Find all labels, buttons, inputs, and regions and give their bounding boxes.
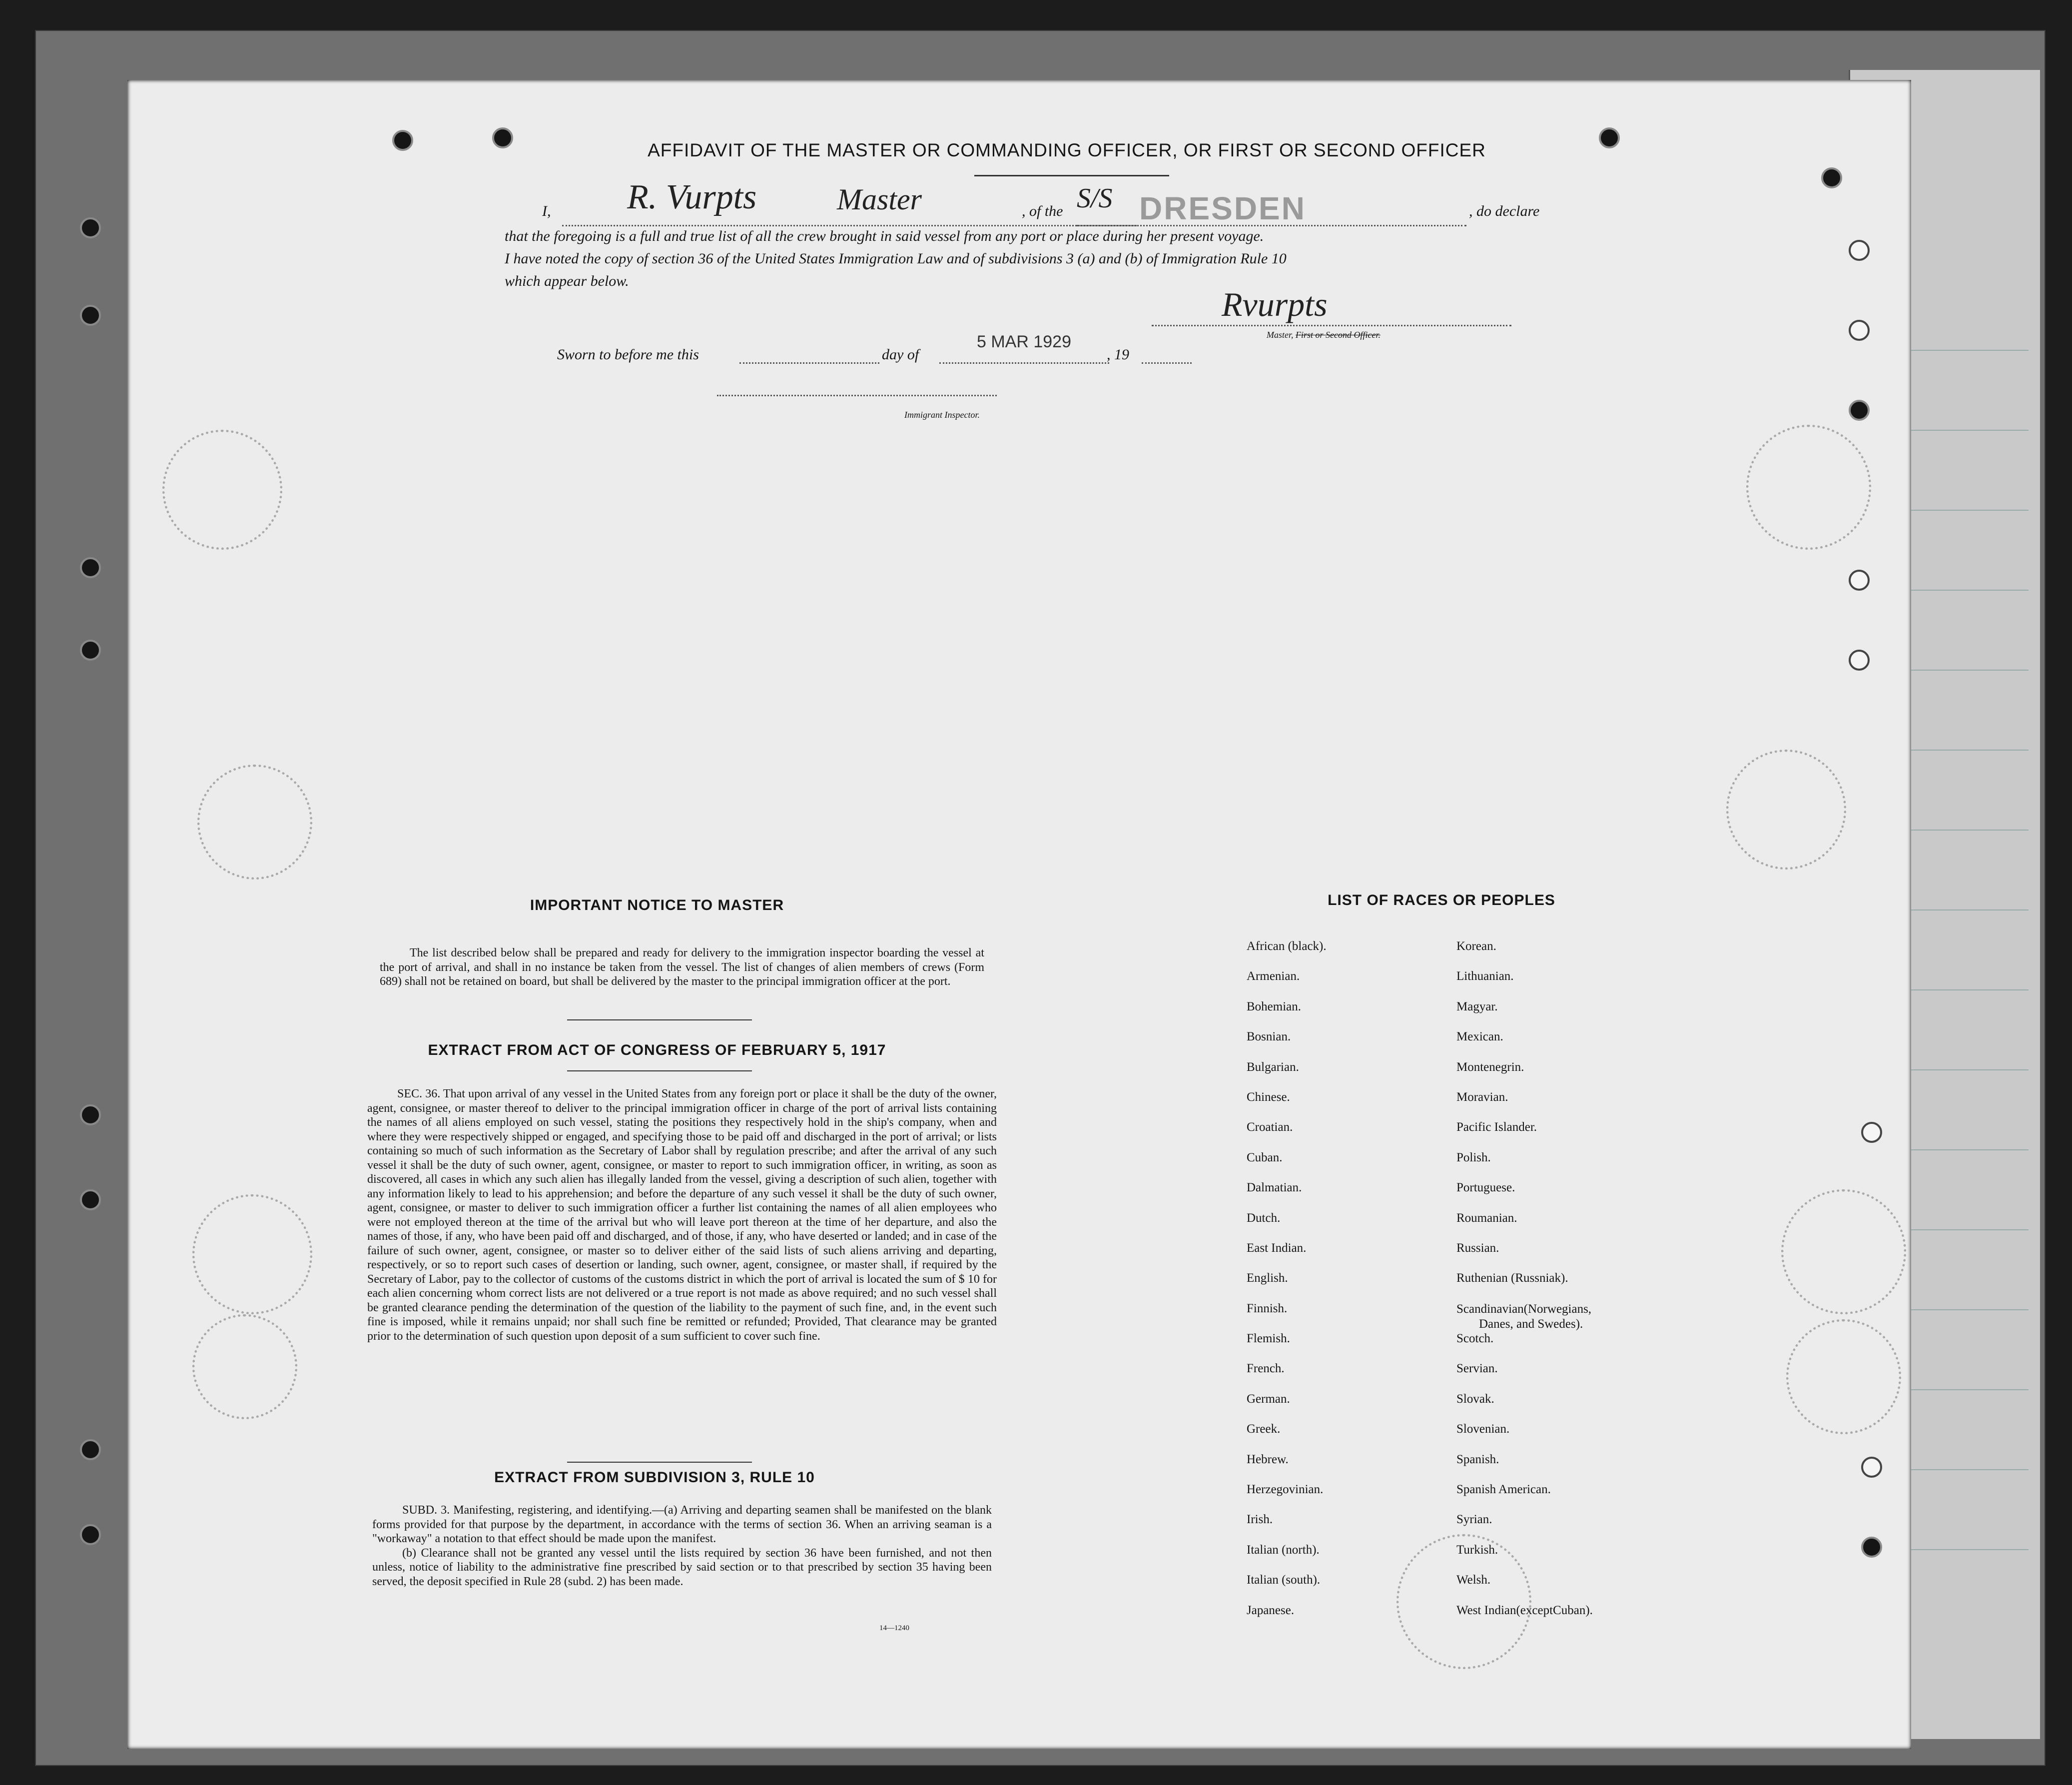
punch-hole-icon [1861, 1537, 1882, 1558]
do-declare-label: , do declare [1469, 203, 1540, 219]
seal-stamp-icon [1726, 750, 1846, 870]
race-item: Montenegrin. [1456, 1060, 1524, 1074]
race-item: West Indian(exceptCuban). [1456, 1603, 1593, 1617]
affidavit-line-2: that the foregoing is a full and true list of all the crew brought in said vessel from any port or place during her present voyage. [505, 228, 1264, 244]
form-number: 14—1240 [879, 1624, 909, 1632]
race-item: African (black). [1247, 939, 1327, 953]
seal-stamp-icon [162, 430, 282, 550]
race-item: Italian (south). [1247, 1573, 1321, 1587]
race-item: French. [1247, 1362, 1285, 1376]
race-item: Korean. [1456, 939, 1496, 953]
vessel-name-stamp: DRESDEN [1139, 190, 1306, 226]
signature-line [1152, 325, 1511, 326]
punch-hole-icon [1861, 1457, 1882, 1478]
year-prefix: , 19 [1107, 346, 1129, 363]
race-item: Russian. [1456, 1241, 1499, 1255]
punch-hole-icon [492, 127, 513, 148]
race-item: Magyar. [1456, 999, 1498, 1013]
punch-hole-icon [1849, 650, 1870, 671]
section-divider [567, 1070, 752, 1071]
race-item: Syrian. [1456, 1513, 1492, 1527]
sworn-day-line [739, 362, 879, 364]
seal-stamp-icon [1746, 425, 1871, 550]
master-name-handwriting: R. Vurpts [627, 178, 757, 216]
binder-hole-icon [80, 640, 101, 661]
race-item-continued: Danes, and Swedes). [1479, 1317, 1583, 1331]
punch-hole-icon [1849, 240, 1870, 261]
inspector-caption: Immigrant Inspector. [904, 410, 980, 420]
seal-stamp-icon [197, 765, 312, 880]
race-item: Mexican. [1456, 1030, 1503, 1044]
title-divider [974, 175, 1169, 176]
race-item: Flemish. [1247, 1332, 1290, 1346]
race-item: Welsh. [1456, 1573, 1491, 1587]
race-item: Spanish. [1456, 1452, 1499, 1466]
race-item: Dutch. [1247, 1211, 1281, 1225]
races-left-column [1247, 939, 1327, 1634]
race-item: Slovak. [1456, 1392, 1494, 1406]
notice-paragraph: The list described below shall be prepared and ready for delivery to the immigration inspector boarding the vessel at the port of arrival, and shall in no instance be taken from the vessel. The list of changes of alien members of crews (Form 689) shall not be retained on board, but shall be delivered by the master to the principal immigration officer at the port. [380, 946, 984, 988]
race-item: Greek. [1247, 1422, 1281, 1436]
section-divider [567, 1462, 752, 1463]
punch-hole-icon [1861, 1122, 1882, 1143]
master-title-handwriting: Master [837, 183, 922, 216]
race-item: Ruthenian (Russniak). [1456, 1271, 1568, 1285]
punch-hole-icon [392, 130, 413, 151]
race-item: Bohemian. [1247, 999, 1302, 1013]
act-extract-heading: EXTRACT FROM ACT OF CONGRESS OF FEBRUARY 5, 1917 [428, 1042, 886, 1058]
master-caption: Master, [1267, 330, 1294, 340]
notice-heading: IMPORTANT NOTICE TO MASTER [530, 897, 784, 913]
binder-hole-icon [80, 305, 101, 326]
race-item: English. [1247, 1271, 1288, 1285]
notice-text [380, 946, 984, 989]
punch-hole-icon [1849, 400, 1870, 421]
race-item: Scandinavian(Norwegians, [1456, 1302, 1592, 1316]
race-item: Polish. [1456, 1150, 1491, 1164]
affidavit-page [127, 80, 1911, 1749]
race-item: Dalmatian. [1247, 1181, 1302, 1195]
year-line [1142, 362, 1192, 364]
race-item: Croatian. [1247, 1120, 1293, 1134]
race-item: Chinese. [1247, 1090, 1290, 1104]
races-heading: LIST OF RACES OR PEOPLES [1328, 892, 1555, 908]
declare-i: I, [542, 203, 551, 219]
vessel-prefix-handwriting: S/S [1077, 183, 1113, 214]
race-item: Bosnian. [1247, 1030, 1291, 1044]
race-item: Slovenian. [1456, 1422, 1510, 1436]
date-stamp: 5 MAR 1929 [977, 332, 1071, 351]
punch-hole-icon [1849, 570, 1870, 591]
binder-hole-icon [80, 1524, 101, 1545]
rule-paragraph-a: SUBD. 3. Manifesting, registering, and identifying.—(a) Arriving and departing seamen shall be manifested on the blank forms provided for that purpose by the department, in accordance with the terms of section 36. When an arriving seaman is a "workaway" a notation to that effect should be made upon the manifest. [372, 1504, 992, 1545]
seal-stamp-icon [192, 1314, 297, 1419]
affidavit-title: AFFIDAVIT OF THE MASTER OR COMMANDING OFFICER, OR FIRST OR SECOND OFFICER [648, 140, 1486, 160]
master-signature: Rvurpts [1222, 285, 1328, 323]
sworn-label: Sworn to before me this [557, 346, 699, 363]
act-paragraph: SEC. 36. That upon arrival of any vessel in the United States from any foreign port or place it shall be the duty of the owner, agent, consignee, or master thereof to deliver to the principal immigration officer in charge of the port of arrival lists containing the names of all aliens employed on such vessel, stating the positions they respectively hold in the ship's company, when and where they were respectively shipped or engaged, and specifying those to be paid off and discharged in the port of arrival; or lists containing so much of such information as the Secretary of Labor shall by regulation prescribe; and after the arrival of any such vessel it shall be the duty of such owner, agent, consignee, or master to report to such immigration officer, in writing, as soon as discovered, all cases in which any such alien has illegally landed from the vessel, giving a description of such alien, together with any information likely to lead to his apprehension; and before the departure of any such vessel it shall be the duty of such owner, agent, consignee, or master to deliver to such immigration officer a further list containing the names of all alien employees who were not employed thereon at the time of the arrival but who will leave port thereon at the time of her departure, and also the names of those, if any, who have been paid off and discharged, and of those, if any, who have deserted or landed; and in case of the failure of such owner, agent, consignee, or master so to deliver either of the said lists of such aliens arriving and departing, respectively, or so to report such cases of desertion or landing, such owner, agent, consignee, or master shall, if required by the Secretary of Labor, pay to the collector of customs of the customs district in which the port of arrival is located the sum of $ 10 for each alien concerning whom correct lists are not delivered or a true report is not made as above required; and no such vessel shall be granted clearance pending the determination of the question of the liability to the payment of such fine, and, in the event such fine is imposed, while it remains unpaid; nor shall such fine be remitted or refunded; Provided, That clearance may be granted prior to the determination of such question upon deposit of a sum sufficient to cover such fine. [367, 1087, 997, 1343]
race-item: Turkish. [1456, 1543, 1498, 1557]
race-item: Herzegovinian. [1247, 1483, 1324, 1497]
punch-hole-icon [1821, 167, 1842, 188]
rule-paragraph-b: (b) Clearance shall not be granted any vessel until the lists required by section 36 have been furnished, and not then unless, notice of liability to the administrative fine prescribed by said section or to that prescribed by section 35 having been served, the deposit specified in Rule 28 (subd. 2) has been made. [372, 1546, 992, 1588]
race-item: Lithuanian. [1456, 969, 1514, 983]
race-item: Hebrew. [1247, 1452, 1289, 1466]
race-item: Cuban. [1247, 1150, 1283, 1164]
binder-hole-icon [80, 1104, 101, 1125]
race-item: Moravian. [1456, 1090, 1508, 1104]
race-item: Pacific Islander. [1456, 1120, 1537, 1134]
race-item: Irish. [1247, 1513, 1273, 1527]
affidavit-line-4: which appear below. [505, 273, 629, 289]
signature-caption [1267, 330, 1381, 340]
race-item: Armenian. [1247, 969, 1300, 983]
race-item-scandinavian [1456, 1302, 1593, 1332]
race-item: Roumanian. [1456, 1211, 1517, 1225]
rule-extract-heading: EXTRACT FROM SUBDIVISION 3, RULE 10 [494, 1469, 815, 1486]
race-item: Portuguese. [1456, 1181, 1515, 1195]
binder-hole-icon [80, 1439, 101, 1460]
race-item: Servian. [1456, 1362, 1498, 1376]
day-of-label: day of [882, 346, 919, 363]
seal-stamp-icon [1781, 1189, 1906, 1314]
races-right-column [1456, 939, 1593, 1634]
race-item: Spanish American. [1456, 1483, 1551, 1497]
race-item: Italian (north). [1247, 1543, 1320, 1557]
seal-stamp-icon [192, 1194, 312, 1314]
struck-officer-caption: First or Second Officer. [1296, 330, 1381, 340]
binder-hole-icon [80, 1189, 101, 1210]
race-item: East Indian. [1247, 1241, 1307, 1255]
binder-hole-icon [80, 217, 101, 238]
inspector-signature-line [717, 395, 997, 396]
binder-hole-icon [80, 557, 101, 578]
race-item: German. [1247, 1392, 1290, 1406]
race-item: Scotch. [1456, 1332, 1494, 1346]
month-line [939, 362, 1109, 364]
punch-hole-icon [1849, 320, 1870, 341]
section-divider [567, 1019, 752, 1020]
affidavit-line-3: I have noted the copy of section 36 of the United States Immigration Law and of subdivisions 3 (a) and (b) of Immigration Rule 10 [505, 250, 1287, 267]
act-extract-text [367, 1087, 997, 1343]
punch-hole-icon [1599, 127, 1620, 148]
of-the-label: , of the [1022, 203, 1063, 219]
seal-stamp-icon [1786, 1319, 1901, 1434]
race-item: Bulgarian. [1247, 1060, 1299, 1074]
race-item: Finnish. [1247, 1301, 1288, 1315]
rule-extract-text [372, 1503, 992, 1589]
race-item: Japanese. [1247, 1603, 1295, 1617]
